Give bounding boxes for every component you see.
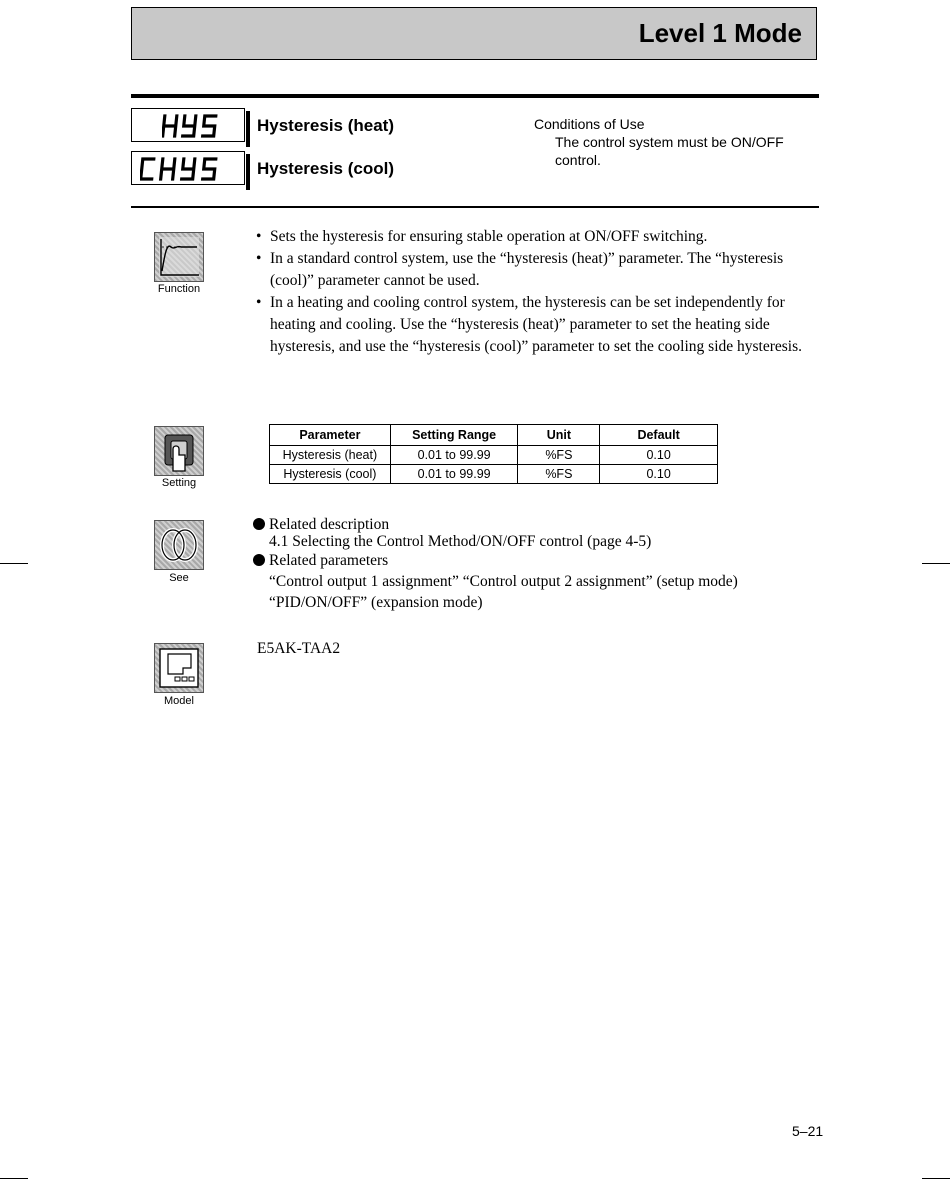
page-header <box>131 7 817 60</box>
bullet-dot-icon <box>253 554 265 566</box>
see-label: See <box>169 572 189 584</box>
setting-icon <box>154 426 204 476</box>
hys-segment-icon <box>162 114 224 138</box>
table-cell: 0.01 to 99.99 <box>390 465 518 484</box>
chys-display <box>131 151 245 185</box>
related-parameters-title: Related parameters <box>269 552 389 569</box>
param-name-heat: Hysteresis (heat) <box>257 116 395 135</box>
table-cell: %FS <box>518 446 600 465</box>
table-cell: %FS <box>518 465 600 484</box>
conditions-text: The control system must be ON/OFF control. <box>555 134 784 168</box>
controller-device-icon <box>155 644 203 692</box>
table-header-row <box>270 425 718 446</box>
related-section <box>253 516 818 613</box>
function-bullet: • In a standard control system, use the “hysteresis (heat)” parameter. The “hysteresis (cool)” parameter cannot be used. <box>256 248 818 292</box>
table-cell: 0.10 <box>600 465 718 484</box>
linked-rings-icon <box>155 521 203 569</box>
hand-dial-icon <box>155 427 203 475</box>
crop-mark <box>0 563 28 564</box>
related-description-title: Related description <box>269 516 390 533</box>
table-cell: Hysteresis (heat) <box>270 446 391 465</box>
setting-table <box>269 424 718 484</box>
table-header-cell: Default <box>600 425 718 446</box>
see-icon <box>154 520 204 570</box>
function-label: Function <box>157 283 201 295</box>
table-cell: 0.10 <box>600 446 718 465</box>
related-parameter-item[interactable]: “PID/ON/OFF” (expansion mode) <box>269 594 483 611</box>
table-cell: 0.01 to 99.99 <box>390 446 518 465</box>
model-label: Model <box>164 695 194 707</box>
param-name-cool: Hysteresis (cool) <box>257 159 394 178</box>
function-bullet: • Sets the hysteresis for ensuring stable operation at ON/OFF switching. <box>256 226 818 248</box>
function-bullet: • In a heating and cooling control system, the hysteresis can be set independently for heating and cooling. Use the “hysteresis (heat)” parameter to set the heating side hysteresis, and use the “hysteresis (cool)” parameter to set the cooling side hysteresis. <box>256 292 818 358</box>
page-number: 5–21 <box>792 1123 824 1139</box>
hys-display <box>131 108 245 142</box>
chys-segment-icon <box>140 157 224 181</box>
related-description-link[interactable]: 4.1 Selecting the Control Method/ON/OFF control (page 4-5) <box>269 533 652 550</box>
table-row <box>270 446 718 465</box>
table-cell: Hysteresis (cool) <box>270 465 391 484</box>
function-graph-icon <box>155 233 203 281</box>
function-bullets <box>256 226 818 358</box>
conditions-title: Conditions of Use <box>534 116 645 132</box>
page-title: Level 1 Mode <box>638 18 802 48</box>
related-description-heading <box>253 516 818 533</box>
model-value: E5AK-TAA2 <box>257 640 341 657</box>
related-parameter-item[interactable]: “Control output 1 assignment” “Control output 2 assignment” (setup mode) <box>269 573 738 590</box>
section-top-rule <box>131 94 819 98</box>
setting-label: Setting <box>161 477 197 489</box>
table-header-cell: Unit <box>518 425 600 446</box>
table-row <box>270 465 718 484</box>
bullet-dot-icon <box>253 518 265 530</box>
crop-mark <box>922 563 950 564</box>
model-icon <box>154 643 204 693</box>
table-header-cell: Parameter <box>270 425 391 446</box>
table-header-cell: Setting Range <box>390 425 518 446</box>
section-divider <box>131 206 819 208</box>
function-icon <box>154 232 204 282</box>
related-parameters-heading <box>253 550 818 571</box>
